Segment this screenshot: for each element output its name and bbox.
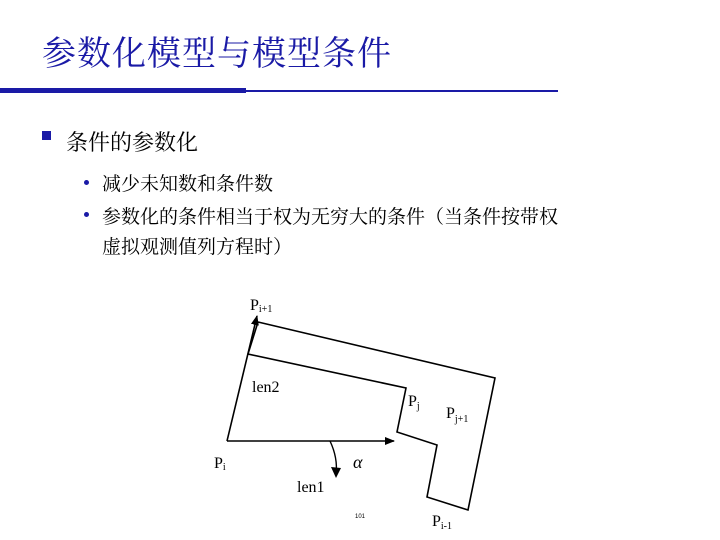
label-len1: len1 [297,479,325,496]
bullet-text-1: 减少未知数和条件数 [102,173,274,195]
label-p-i-minus-1: Pi-1 [432,513,453,532]
label-len2: len2 [252,379,280,396]
bullet-text-2-continued: 虚拟观测值列方程时） [102,236,293,258]
label-p-i-plus-1-top: Pi+1 [250,297,273,315]
section-heading: 条件的参数化 [66,131,199,156]
label-p-j: Pj [408,393,420,412]
label-p-i: Pi [214,455,226,473]
slide-title: 参数化模型与模型条件 [42,34,392,74]
label-alpha: α [353,452,363,472]
bullet-text-2: 参数化的条件相当于权为无穷大的条件（当条件按带权 [102,206,559,228]
label-p-j-plus-1: $P_{j+1}$ [446,405,469,425]
alpha-arc-arrowhead [331,467,341,478]
page-number: 101 [355,514,366,520]
